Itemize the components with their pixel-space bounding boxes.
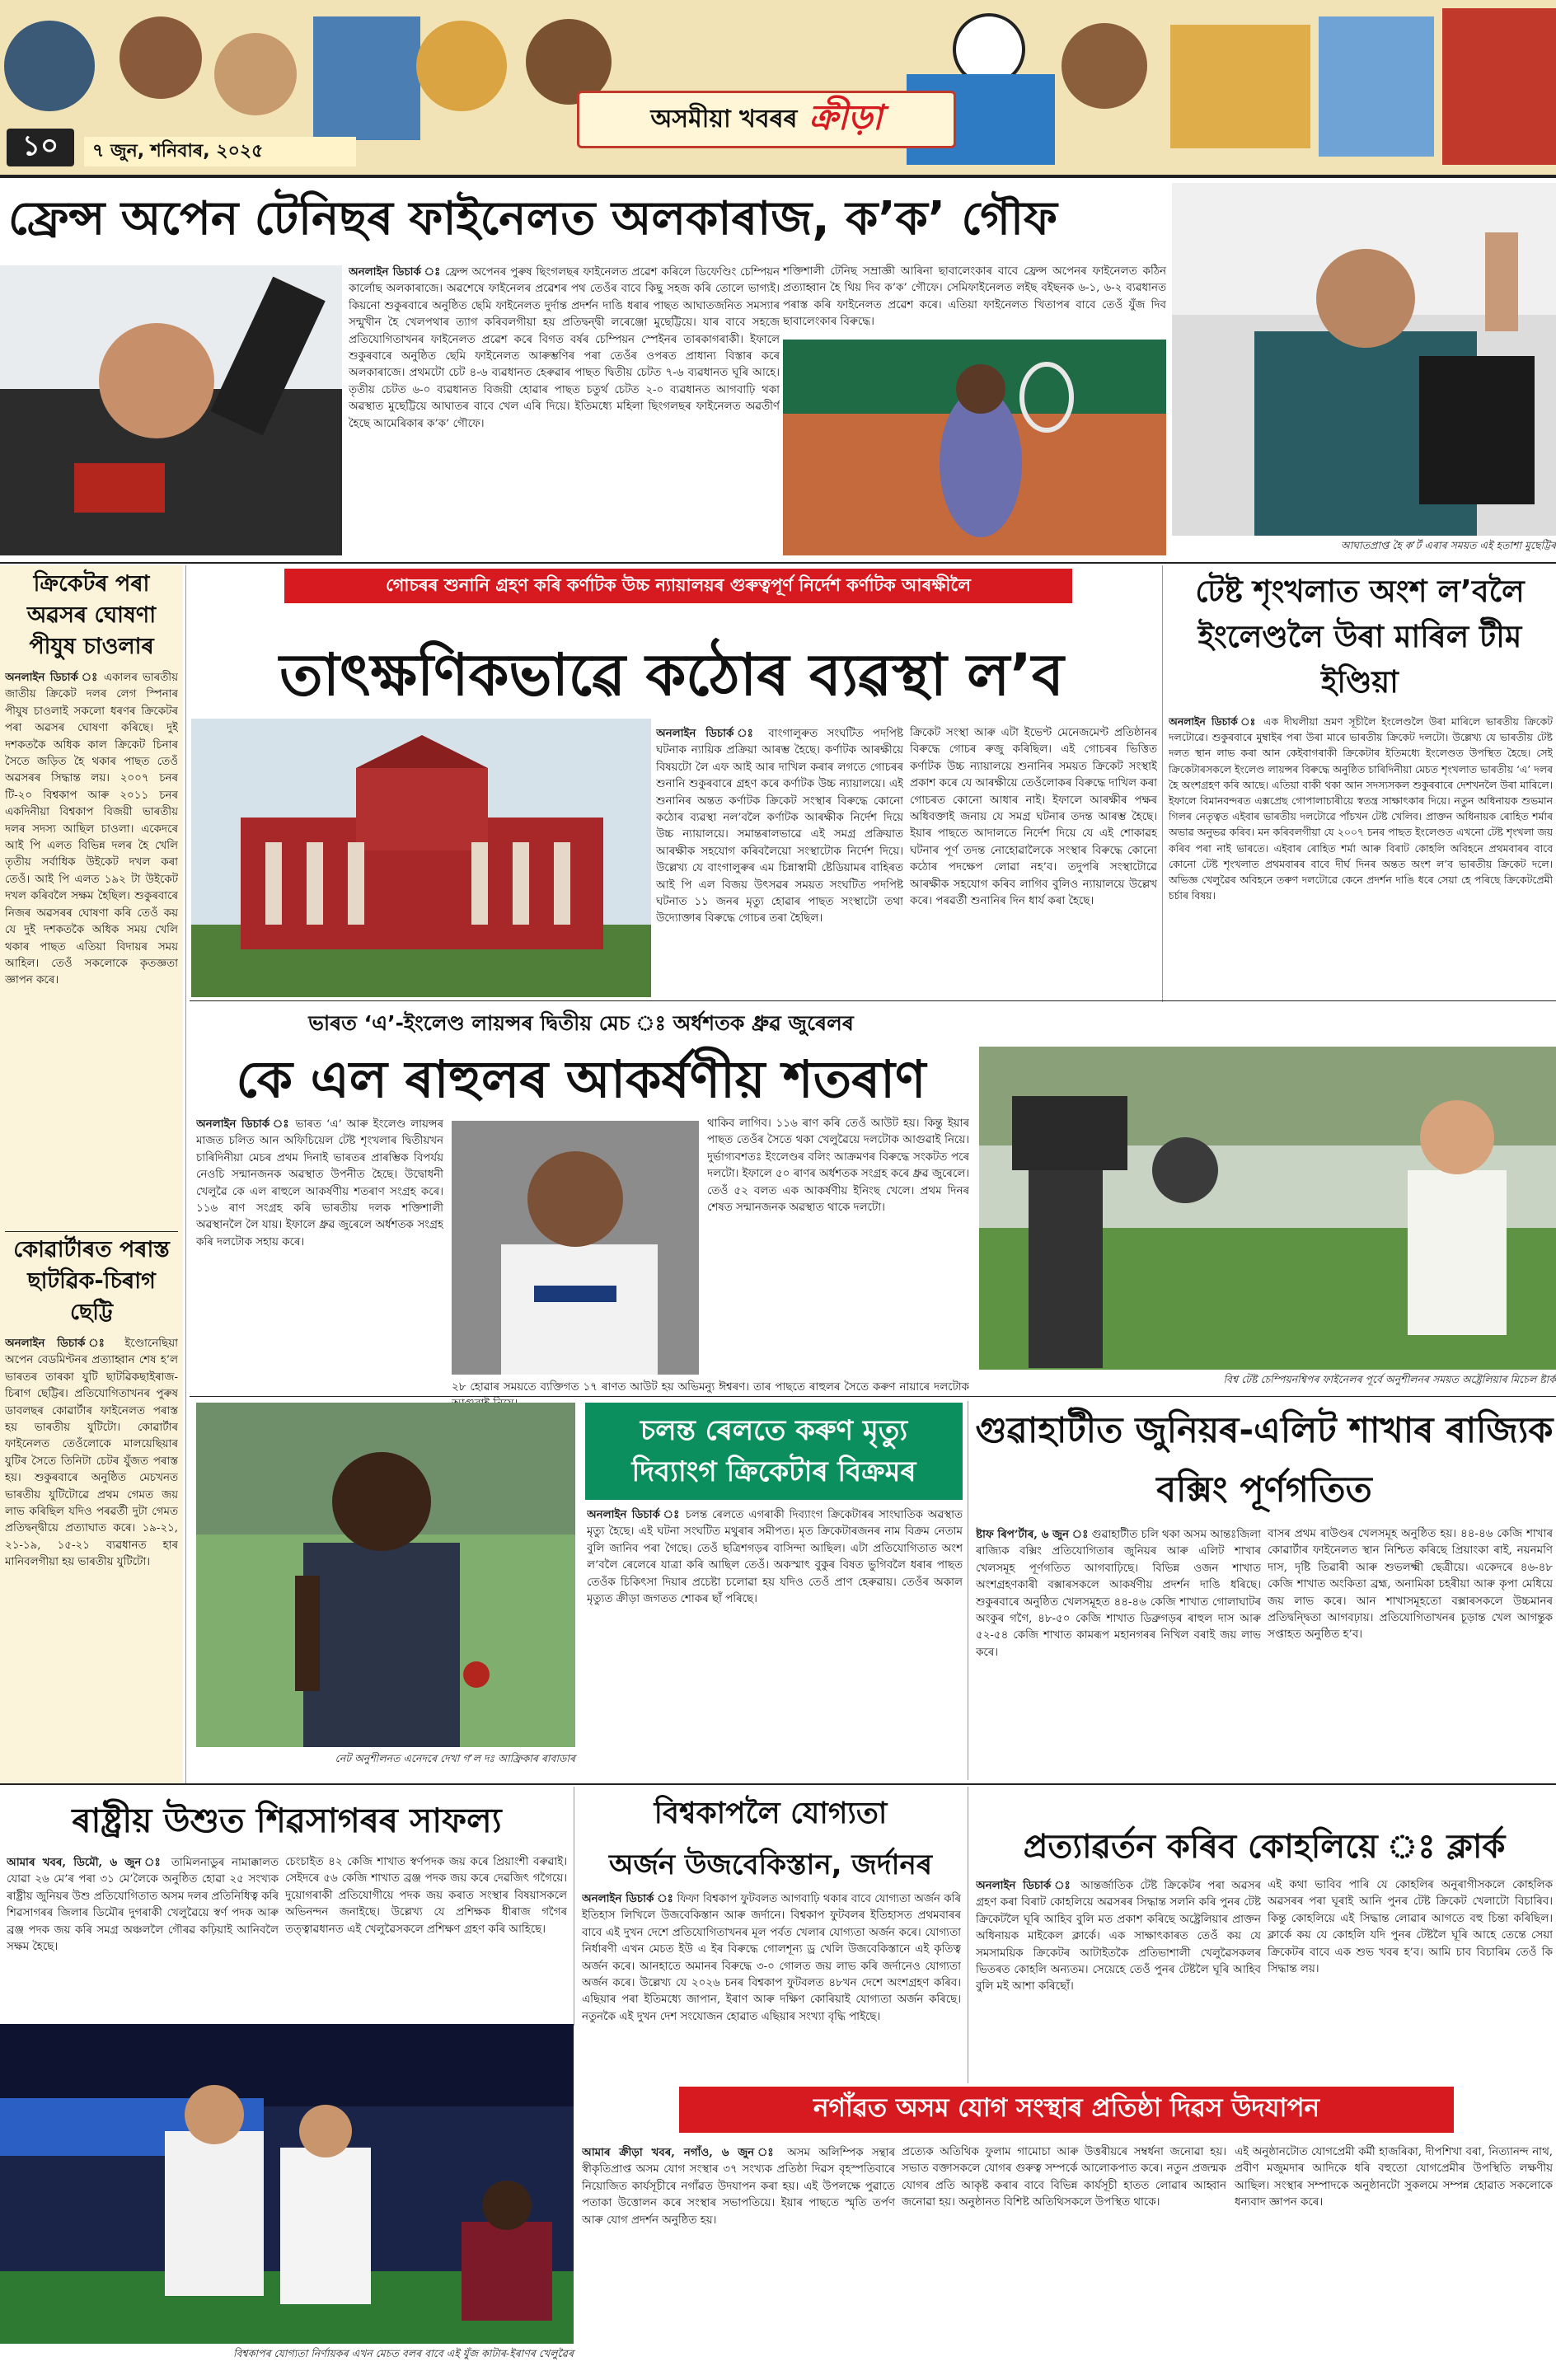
worldcup-headline-line1: বিশ্বকাপলৈ যোগ্যতা	[654, 1797, 888, 1830]
high-court-photo	[191, 719, 651, 997]
piyush-headline: ক্ৰিকেটৰ পৰা অৱসৰ ঘোষণা পীযুষ চাওলাৰ	[26, 571, 157, 659]
boxing-text-col2: বাসৰ প্ৰথম ৰাউণ্ডৰ খেলসমূহ অনুষ্ঠিত হয়। ৪৪-৪৬ কেজি শাখাৰ কোৱাৰ্টাৰ ফাইনেলত স্থান নিশ্চিত কৰিছে প্ৰিয়াংকা ৰাই, নয়নমণি দাস, দৃষ্টি তিৱাৰী আৰু শুভলক্ষ্মী ছেত্ৰীয়ে। একেদৰে ৪৬-৪৮ কেজি শাখাত অংকিতা ব্ৰহ্ম, অনামিকা চহৰীয়া আৰু কৃপা মেধিয়ে জয় লাভ কৰে। আন শাখাসমূহতো বক্সাৰসকলে উচ্চমানৰ প্ৰতিদ্বন্দ্বিতা আগবঢ়ায়। প্ৰতিযোগিতাখনৰ চূড়ান্ত খেল আগন্তুক সপ্তাহত অনুষ্ঠিত হ’ব।	[1268, 1528, 1553, 1642]
yoga-body-col3	[1235, 2144, 1553, 2375]
court-body-col2	[910, 725, 1157, 997]
kohli-body-col2	[1268, 1877, 1553, 2083]
musetti-caption: আঘাতপ্ৰাপ্ত হৈ ক’ৰ্ট এৰাৰ সময়ত এই হতাশা মুছেট্টিৰ	[1340, 539, 1556, 551]
test-series-body	[1169, 714, 1553, 997]
ticker-banner	[284, 569, 1072, 603]
story1-text-col1: ফ্ৰেন্স অপেনৰ পুৰুষ ছিংগলছৰ ফাইনেলত প্ৰৱেশ কৰিলে ডিফেণ্ডিং চেম্পিয়ন কাৰ্লোছ অলকাৰাজে। অৱশেষে ফাইনেলৰ প্ৰৱেশৰ পথ তেওঁৰ বাবে কিছু সহজ কৰি তোলে ভাগ্যই। কিয়নো শুকুৰবাৰে অনুষ্ঠিত ছেমি ফাইনেলত দুৰ্দান্ত প্ৰদৰ্শন দাঙি ধৰাৰ পাছত আঘাতজনিত সমস্যাৰ সন্মুখীন হৈ খেলপথাৰ ত্যাগ কৰিবলগীয়া হয় প্ৰতিদ্বন্দ্বী লৰেঞ্জো মুছেট্টিয়ে। যাৰ বাবে সহজে প্ৰতিযোগিতাখনৰ ফাইনেলত প্ৰৱেশ কৰে বিগত বৰ্ষৰ চেম্পিয়ন স্পেইনৰ তাৰকাগৰাকী। ইফালে শুকুৰবাৰে অনুষ্ঠিত ছেমি ফাইনেলত আৰুম্ভণিৰ পৰা তেওঁৰ ওপৰত প্ৰাধান্য বিস্তাৰ কৰে অলকাৰাজে। প্ৰথমটো চেট ৪-৬ ব্যৱধানত হেৰুৱাৰ পাছত দ্বিতীয় চেটত ৭-৬ ব্যৱধানত ঘূৰি আহে। তৃতীয় চেটত ৬-০ ব্যৱধানত বিজয়ী হোৱাৰ পাছত চতুৰ্থ চেটত ২-০ ব্যৱধানত আগবাঢ়ি থকা অৱস্থাত মুছেট্টিয়ে আঘাতৰ বাবে খেল এৰি দিয়ে। ইতিমধ্যে মহিলা ছিংগলছৰ ফাইনেলত অৱতীৰ্ণ হৈছে আমেৰিকাৰ ক’ক’ গৌফে।	[349, 266, 780, 430]
sidebar-divider	[185, 565, 186, 1783]
rabada-photo	[196, 1403, 575, 1747]
court-text-col2: ক্ৰিকেট সংস্থা আৰু এটা ইভেণ্ট মেনেজমেণ্ট প্ৰতিষ্ঠানৰ বিৰুদ্ধে গোচৰ ৰুজু কৰিছিল। এই গোচৰৰ ভিত্তিত কৰ্ণাটক উচ্চ ন্যায়ালয়ে শুনানিৰ সময়ত ক্ৰিকেট সংস্থাই প্ৰকাশ কৰে যে আৰক্ষীয়ে তেওঁলোকৰ বিৰুদ্ধে দাখিল কৰা গোচৰত কোনো আধাৰ নাই। ইফালে আৰক্ষীৰ পক্ষৰ অধিবক্তাই জনায় যে সমগ্ৰ ঘটনাৰ তদন্ত আৰম্ভ হৈছে। ইয়াৰ পাছতে আদালতে নিৰ্দেশ দিয়ে যে এই শোকাৱহ ঘটনাৰ পূৰ্ণ তদন্ত নোহোৱালৈকে সংস্থাৰ বিৰুদ্ধে কোনো কঠোৰ পদক্ষেপ লোৱা নহ’ব। তদুপৰি সংস্থাটোৱে আৰক্ষীক সহযোগ কৰিব লাগিব বুলিও ন্যায়ালয়ে উল্লেখ কৰে। পৰৱৰ্তী শুনানিৰ দিন ধাৰ্য কৰা হৈছে।	[910, 727, 1157, 908]
rahul-kicker: ভাৰত ‘এ’-ইংলেণ্ড লায়ন্সৰ দ্বিতীয় মেচ ঃ অৰ্ধশতক ধ্ৰুৱ জুৰেলৰ	[308, 1011, 854, 1035]
worldcup-headline-line2: অৰ্জন উজবেকিস্তান, জৰ্দানৰ	[609, 1848, 932, 1881]
rule-3	[190, 1396, 1556, 1397]
test-series-lead: অনলাইন ডিচাৰ্ক ঃ	[1169, 715, 1258, 728]
kohli-headline: প্ৰত্যাৱৰ্তন কৰিব কোহলিয়ে ঃ ক্লাৰ্ক	[1023, 1828, 1506, 1866]
yoga-text-col3: এই অনুষ্ঠানটোত যোগপ্ৰেমী কৰ্মী হাজৰিকা, দীপশিখা বৰা, নিত্যানন্দ নাথ, প্ৰবীণ মজুমদাৰ আদিকে ধৰি বহুতো যোগপ্ৰেমীৰ উপস্থিতি লক্ষণীয় আছিল। সংস্থাৰ সম্পাদকে অনুষ্ঠানটো সুকলমে সম্পন্ন হোৱাত সকলোকে ধন্যবাদ জ্ঞাপন কৰে।	[1235, 2146, 1553, 2209]
vikram-headline-line2: দিব্যাংগ ক্ৰিকেটাৰ বিক্ৰমৰ	[631, 1455, 916, 1488]
kohli-text-col1: আন্তৰ্জাতিক টেষ্ট ক্ৰিকেটৰ পৰা অৱসৰ গ্ৰহণ কৰা বিৰাট কোহলিয়ে অৱসৰৰ সিদ্ধান্ত সলনি কৰি পুনৰ টেষ্ট ক্ৰিকেটলৈ ঘূৰি আহিব বুলি মত প্ৰকাশ কৰিছে অষ্ট্ৰেলিয়াৰ প্ৰাক্তন অধিনায়ক মাইকেল ক্লাৰ্কে। এক সাক্ষাৎকাৰত তেওঁ কয় যে সমসাময়িক ক্ৰিকেটৰ আটাইতকৈ প্ৰতিভাশালী খেলুৱৈসকলৰ ভিতৰত কোহলি অন্যতম। সেয়েহে তেওঁ পুনৰ টেষ্টলৈ ঘূৰি আহিব বুলি মই আশা কৰিছোঁ।	[976, 1880, 1261, 1993]
test-series-headline: টেষ্ট শৃংখলাত অংশ ল’বলৈ ইংলেণ্ডলৈ উৰা মাৰিল টীম ইণ্ডিয়া	[1195, 574, 1525, 700]
chirag-body	[5, 1335, 178, 1782]
masthead-rule	[0, 175, 1556, 178]
chirag-text: ইণ্ডোনেছিয়া অপেন বেডমিণ্টনৰ প্ৰত্যাহ্বান শেষ হ’ল ভাৰতৰ তাৰকা যুটি ছাটৱিকছাইৰাজ-চিৰাগ ছেট্টিৰ। প্ৰতিযোগিতাখনৰ পুৰুষ ডাবলছৰ কোৱাৰ্টাৰ ফাইনেলত পৰাস্ত হয় ভাৰতীয় যুটিটো। কোৱাৰ্টাৰ ফাইনেলত তেওঁলোকে মালয়েছিয়াৰ যুটিৰ সৈতে তিনিটা চেটৰ যুঁজত পৰাস্ত হয়। শুকুৰবাৰে অনুষ্ঠিত মেচখনত ভাৰতীয় যুটিটোৱে প্ৰথম গেমত জয় লাভ কৰিছিল যদিও পৰৱৰ্তী দুটা গেমত প্ৰতিদ্বন্দ্বীয়ে প্ৰত্যাঘাত কৰে। ১৯-২১, ২১-১৯, ১৫-২১ ব্যৱধানত হাৰ মানিবলগীয়া হয় ভাৰতীয় যুটিটো।	[5, 1338, 178, 1569]
boxing-headline: গুৱাহাটীত জুনিয়ৰ-এলিট শাখাৰ ৰাজ্যিক বক্সিং পূৰ্ণগতিত	[975, 1410, 1554, 1511]
court-text-col1: বাংগালুৰুত সংঘটিত পদপিষ্ট ঘটনাক ন্যায়িক প্ৰক্ৰিয়া আৰম্ভ হৈছে। কৰ্ণাটক আৰক্ষীয়ে বিষয়টো লৈ এফ আই আৰ দাখিল কৰাৰ লগতে গোচৰৰ শুনানি শুকুৰবাৰে গ্ৰহণ কৰে কৰ্ণাটক উচ্চ ন্যায়ালয়ে। এই শুনানিৰ অন্তত কৰ্ণাটক ক্ৰিকেট সংস্থাৰ বিৰুদ্ধে কোনো কঠোৰ ব্যৱস্থা নল’বলৈ কৰ্ণাটক আৰক্ষীক নিৰ্দেশ দিয়ে উচ্চ ন্যায়ালয়ে। সমান্তৰালভাৱে এই সমগ্ৰ প্ৰক্ৰিয়াত আৰক্ষীক সহযোগ কৰিবলৈয়ো সংস্থাটোক নিৰ্দেশ দিয়ে। উল্লেখ্য যে বাংগালুৰুৰ এম চিন্নাস্বামী ষ্টেডিয়ামৰ বাহিৰত আই পি এল বিজয় উৎসৱৰ সময়ত সংঘটিত পদপিষ্ট ঘটনাত ১১ জনৰ মৃত্যু হোৱাৰ পাছত সংস্থাটো তথা উদ্যোক্তাৰ বিৰুদ্ধে গোচৰ তৰা হৈছিল।	[656, 728, 903, 925]
rahul-body-col1	[196, 1116, 443, 1380]
page-number-label: ১০	[21, 129, 59, 162]
rahul-photo	[452, 1121, 699, 1375]
kohli-lead: অনলাইন ডিচাৰ্ক ঃ	[976, 1879, 1074, 1892]
page-number	[7, 129, 74, 166]
brand-logo	[577, 91, 956, 148]
starc-photo	[979, 1047, 1556, 1370]
piyush-body	[5, 669, 178, 1230]
vikram-headline-box	[585, 1403, 963, 1500]
rahul-headline: কে এল ৰাহুলৰ আকৰ্ষণীয় শতৰাণ	[236, 1049, 926, 1109]
shivsagar-lead: আমাৰ খবৰ, ডিমৌ, ৬ জুন ঃ	[7, 1856, 165, 1869]
rahul-lead: অনলাইন ডিচাৰ্ক ঃ	[196, 1117, 291, 1131]
yoga-body-col2	[902, 2144, 1226, 2375]
story1-lead: অনলাইন ডিচাৰ্ক ঃ	[349, 265, 441, 279]
yoga-lead: আমাৰ ক্ৰীড়া খবৰ, নগাঁও, ৬ জুন ঃ	[582, 2146, 779, 2159]
worldcup-text: ফিফা বিশ্বকাপ ফুটবলত আগবাঢ়ি থকাৰ বাবে যোগ্যতা অৰ্জন কৰি ইতিহাস লিখিলে উজবেকিস্তান আৰু জৰ্দানে। বিশ্বকাপ ফুটবলৰ ইতিহাসত প্ৰথমবাৰৰ বাবে এই দুখন দেশে প্ৰতিযোগিতাখনৰ মূল পৰ্বত খেলাৰ যোগ্যতা অৰ্জন কৰে। যোগ্যতা নিৰ্ধাৰণী এখন মেচত ইউ এ ইৰ বিৰুদ্ধে গোলশূন্য ড্ৰ খেলি উজবেকিস্তানে এই কৃতিত্ব অৰ্জন কৰে। আনহাতে অমানৰ বিৰুদ্ধে ৩-০ গোলত জয় লাভ কৰি জৰ্দানেও যোগ্যতা অৰ্জন কৰে। উল্লেখ্য যে ২০২৬ চনৰ বিশ্বকাপ ফুটবলত ৪৮খন দেশে অংশগ্ৰহণ কৰিব। এছিয়াৰ পৰা ইতিমধ্যে জাপান, ইৰাণ আৰু দক্ষিণ কোৰিয়াই যোগ্যতা অৰ্জন কৰিছে। নতুনকৈ এই দুখন দেশ সংযোজন হোৱাত এছিয়াৰ সংখ্যা বৃদ্ধি পাইছে।	[582, 1893, 961, 2023]
boxing-body-col2	[1268, 1526, 1553, 1780]
alcaraz-photo	[0, 265, 342, 555]
shivsagar-body-col1	[7, 1854, 279, 2019]
rule-sidebar	[5, 1231, 178, 1232]
rule-2	[190, 1000, 1556, 1001]
kohli-text-col2: এই কথা ভাবিব পাৰি যে কোহলিৰ অনুৰাগীসকলে কোহলিক অৱসৰৰ পৰা ঘূৰাই আনি পুনৰ টেষ্ট ক্ৰিকেট খেলাটো বিচাৰিব। কিন্তু কোহলিয়ে এই সিদ্ধান্ত লোৱাৰ আগতে বহু চিন্তা কৰিছিল। ক্লাৰ্কে কয় যে কোহলি যদি পুনৰ টেষ্টলৈ ঘূৰি আহে তেন্তে সেয়া ক্ৰিকেটৰ বাবে এক শুভ খবৰ হ’ব। আমি চাব বিচাৰিম তেওঁ কি সিদ্ধান্ত লয়।	[1268, 1879, 1553, 1976]
page-date	[84, 137, 356, 166]
court-headline: তাৎক্ষণিকভাৱে কঠোৰ ব্যৱস্থা ল’ব	[279, 641, 1064, 709]
piyush-text: একালৰ ভাৰতীয় জাতীয় ক্ৰিকেট দলৰ লেগ স্পিনাৰ পীযুষ চাওলাই সকলো ধৰণৰ ক্ৰিকেটৰ পৰা অৱসৰ ঘোষণা কৰিছে। দুই দশকতকৈ অধিক কাল ক্ৰিকেট চিনাৰ সৈতে জড়িত হৈ থকাৰ পাছত তেওঁ অৱসৰৰ সিদ্ধান্ত লয়। ২০০৭ চনৰ টি-২০ বিশ্বকাপ আৰু ২০১১ চনৰ একদিনীয়া বিশ্বকাপ বিজয়ী ভাৰতীয় দলৰ সদস্য আছিল চাওলা। একেদৰে আই পি এলত বিভিন্ন দলৰ হৈ খেলি তৃতীয় সৰ্বাধিক উইকেট দখল কৰা তেওঁ। আই পি এলত ১৯২ টা উইকেট দখল কৰিবলৈ সক্ষম হৈছিল। শুকুৰবাৰে নিজৰ অৱসৰৰ ঘোষণা কৰি তেওঁ কয় যে দুই দশকতকৈ অধিক সময় খেলি থকাৰ পাছত এতিয়া বিদায়ৰ সময় আহিল। তেওঁ সকলোকে কৃতজ্ঞতা জ্ঞাপন কৰে।	[5, 672, 178, 987]
shivsagar-text-col1: তামিলনাডুৰ নামাক্কালত যোৱা ২৬ মে’ৰ পৰা ৩১ মে’লৈকে অনুষ্ঠিত হোৱা ২৫ সংখ্যক ৰাষ্ট্ৰীয় জুনিয়ৰ উশু প্ৰতিযোগিতাত অসম দলৰ প্ৰতিনিধিত্ব কৰি শিৱসাগৰৰ জিলাৰ ডিমৌৰ দুগৰাকী খেলুৱৈয়ে স্বৰ্ণ পদক আৰু ব্ৰঞ্জ পদক জয় কৰি সমগ্ৰ অঞ্চললৈ গৌৰৱ কঢ়িয়াই আনিবলৈ সক্ষম হৈছে।	[7, 1857, 279, 1954]
gauff-photo	[783, 340, 1166, 555]
brand-name: অসমীয়া খবৰৰ	[650, 104, 798, 134]
court-body-col1	[656, 725, 903, 997]
chirag-headline: কোৱাৰ্টাৰত পৰাস্ত ছাটৱিক-চিৰাগ ছেট্টি	[13, 1237, 170, 1325]
vikram-lead: অনলাইন ডিচাৰ্ক ঃ	[587, 1508, 681, 1521]
chirag-lead: অনলাইন ডিচাৰ্ক ঃ	[5, 1337, 113, 1350]
football-caption: বিশ্বকাপৰ যোগ্যতা নিৰ্ণায়কৰ এখন মেচত বলৰ বাবে এই যুঁজ কাটাৰ-ইৰাণৰ খেলুৱৈৰ	[233, 2347, 574, 2359]
shivsagar-headline: ৰাষ্ট্ৰীয় উশুত শিৱসাগৰৰ সাফল্য	[72, 1801, 502, 1840]
center-right-divider	[1162, 565, 1163, 1002]
rule-4	[0, 1783, 1556, 1785]
football-photo	[0, 2024, 574, 2344]
boxing-body-col1	[976, 1526, 1261, 1780]
shivsagar-body-col2	[285, 1854, 567, 2019]
section-name: ক্ৰীড়া	[808, 96, 883, 138]
ticker-text: গোচৰৰ শুনানি গ্ৰহণ কৰি কৰ্ণাটক উচ্চ ন্যায়ালয়ৰ গুৰুত্বপূৰ্ণ নিৰ্দেশ কৰ্ণাটক আৰক্ষীলৈ	[386, 574, 971, 595]
yoga-headline-banner	[679, 2087, 1454, 2133]
boxing-text-col1: গুৱাহাটীত চলি থকা অসম আন্তঃজিলা ৰাজ্যিক বক্সিং প্ৰতিযোগিতাৰ জুনিয়ৰ আৰু এলিট শাখাৰ খেলসমূহ পূৰ্ণগতিত আগবাঢ়িছে। বিভিন্ন ওজন শাখাত অংশগ্ৰহণকাৰী বক্সাৰসকলে আকৰ্ষণীয় প্ৰদৰ্শন দাঙি ধৰিছে। শুকুৰবাৰে অনুষ্ঠিত খেলসমূহত ৪৪-৪৬ কেজি শাখাত গোলাঘাটৰ অংকুৰ গগৈ, ৪৮-৫০ কেজি শাখাত ডিব্ৰুগড়ৰ ৰাহুল দাস আৰু ৫২-৫৪ কেজি শাখাত কামৰূপ মহানগৰৰ নিখিল বৰাই জয় লাভ কৰে।	[976, 1529, 1261, 1659]
worldcup-body	[582, 1890, 961, 2115]
rahul-text-col2: থাকিব লাগিব। ১১৬ ৰাণ কৰি তেওঁ আউট হয়। কিন্তু ইয়াৰ পাছত তেওঁৰ সৈতে থকা খেলুৱৈয়ে দলটোক আগুৱাই নিয়ে। দুৰ্ভাগ্যবশতঃ ইংলেণ্ডৰ বলিং আক্ৰমণৰ বিৰুদ্ধে সংকটত পৰে দলটো। ইফালে ৫০ ৰাণৰ অৰ্ধশতক সংগ্ৰহ কৰে ধ্ৰুৱ জুৰেলে। তেওঁ ৫২ বলত এক আকৰ্ষণীয় ইনিংছ খেলে। প্ৰথম দিনৰ শেষত সন্মানজনক অৱস্থাত থাকে দলটো।	[707, 1117, 969, 1215]
starc-caption: বিশ্ব টেষ্ট চেম্পিয়নশ্বিপৰ ফাইনেলৰ পূৰ্বে অনুশীলনৰ সময়ত অষ্ট্ৰেলিয়াৰ মিচেল ষ্টাৰ্ক	[1223, 1373, 1556, 1385]
kohli-body-col1	[976, 1877, 1261, 2083]
rahul-footer-text: ২৮ হোৱাৰ সময়তে ব্যক্তিগত ১৭ ৰাণত আউট হয় অভিমন্যু ঈশ্বৰণ। তাৰ পাছতে ৰাহুলৰ সৈতে কৰুণ নায়াৰে দলটোক	[452, 1381, 969, 1394]
rule-1	[0, 562, 1556, 564]
yoga-headline: নগাঁৱত অসম যোগ সংস্থাৰ প্ৰতিষ্ঠা দিৱস উদযাপন	[813, 2093, 1320, 2123]
story1-body-col2	[783, 264, 1166, 331]
story1-text-col2: শক্তিশালী টেনিছ সম্ৰাজ্ঞী আৰিনা ছাবালেংকাৰ বাবে ফ্ৰেন্স অপেনৰ ফাইনেলত কঠিন প্ৰত্যাহ্বান হৈ থিয় দিব ক’ক’ গৌফে। সেমিফাইনেলত লইছ বইছনক ৬-১, ৬-২ ব্যৱধানত পৰাস্ত কৰি ফাইনেলত প্ৰৱেশ কৰে। এতিয়া ফাইনেলত খিতাপৰ বাবে তেওঁ যুঁজ দিব ছাবালেংকাৰ বিৰুদ্ধে।	[783, 265, 1166, 329]
yoga-text-col1: অসম অলিম্পিক সন্থাৰ স্বীকৃতিপ্ৰাপ্ত অসম যোগ সংস্থাৰ ৩৭ সংখ্যক প্ৰতিষ্ঠা দিৱস বৃহস্পতিবাৰে নিয়োজিত কাৰ্যসূচীৰে নগাঁৱত উদযাপন কৰা হয়। এই উপলক্ষে পুৱাতে পতাকা উত্তোলন কৰে সংস্থাৰ সভাপতিয়ে। ইয়াৰ পাছতে স্মৃতি তৰ্পণ আৰু যোগ প্ৰদৰ্শন অনুষ্ঠিত হয়।	[582, 2147, 895, 2227]
rahul-text-col1: ভাৰত ‘এ’ আৰু ইংলেণ্ড লায়ন্সৰ মাজত চলিত আন অফিচিয়েল টেষ্ট শৃংখলাৰ দ্বিতীয়খন চাৰিদিনীয়া মেচৰ প্ৰথম দিনাই ভাৰতৰ প্ৰাৰম্ভিক বিপৰ্যয় নেওচি সন্মানজনক অৱস্থাত উপনীত হৈছে। উদ্বোধনী খেলুৱৈ কে এল ৰাহুলে আকৰ্ষণীয় শতৰাণ সংগ্ৰহ কৰে। ১১৬ ৰাণ সংগ্ৰহ কৰি ভাৰতীয় দলক শক্তিশালী অৱস্থানলৈ লৈ যায়। ইফালে ধ্ৰুৱ জুৰেলে অৰ্ধশতক সংগ্ৰহ কৰি দলটোক সহায় কৰে।	[196, 1118, 443, 1249]
shivsagar-text-col2: চেংচাইত ৪২ কেজি শাখাত স্বৰ্ণপদক জয় কৰে প্ৰিয়াংশী বৰুৱাই। সেইদৰে ৫৬ কেজি শাখাত ব্ৰঞ্জ পদক জয় কৰে দেৱজিৎ গগৈয়ে। দুয়োগৰাকী প্ৰতিযোগীয়ে পদক জয় কৰাত সংস্থাৰ বিষয়াসকলে অভিনন্দন জনাইছে। উল্লেখ্য যে প্ৰশিক্ষক ধীৰাজ গগৈৰ তত্ত্বাৱধানত এই খেলুৱৈসকলে প্ৰশিক্ষণ গ্ৰহণ কৰি আহিছে।	[285, 1856, 567, 1936]
yoga-body-col1	[582, 2144, 895, 2375]
boxing-lead: ষ্টাফ ৰিপ’ৰ্টাৰ, ৬ জুন ঃ	[976, 1528, 1089, 1541]
musetti-photo	[1172, 183, 1556, 536]
test-series-text: এক দীঘলীয়া ভ্ৰমণ সূচীলৈ ইংলেণ্ডলৈ উৰা মাৰিলে ভাৰতীয় ক্ৰিকেট দলটোৱে। শুকুৰবাৰে মুম্বাইৰ পৰা উৰা মাৰে ভাৰতীয় ক্ৰিকেট দলটো। উল্লেখ্য যে ভাৰতীয় টেষ্ট দলত স্থান লাভ কৰা আন কেইবাগৰাকী ক্ৰিকেটাৰ ইতিমধ্যে ইংলেণ্ডত উপস্থিত হৈছে। সেই ক্ৰিকেটাৰসকলে ইংলেণ্ড লায়ন্সৰ বিৰুদ্ধে অনুষ্ঠিত চাৰিদিনীয়া মেচত শৃংখলাত ভাৰতীয় ‘এ’ দলৰ হৈ অংশগ্ৰহণ কৰি আছে। এতিয়া বাকী থকা আন সদস্যসকল শুকুৰবাৰে দেশখনলৈ উৰা মাৰিলে। ইফালে বিমানবন্দৰত এক্সপ্ৰেছ গোপালাচাৰীয়ে স্বতন্ত্ৰ সাক্ষাৎকাৰ দিয়ে। নতুন অধিনায়ক শুভমান গিলৰ নেতৃত্বত এইবাৰ ভাৰতীয় দলটোৱে পাঁচখন টেষ্ট খেলিব। প্ৰাক্তন অধিনায়ক ৰোহিত শৰ্মাৰ অভাৱ অনুভৱ কৰিব। মন কৰিবলগীয়া যে ২০০৭ চনৰ পাছত ইংলেণ্ডত এখনো টেষ্ট শৃংখলা জয় কৰিব পৰা নাই ভাৰতে। এইবাৰ ৰোহিত শৰ্মা আৰু বিৰাট কোহলি অবিহনে প্ৰথমবাৰৰ বাবে কোনো টেষ্ট শৃংখলাত প্ৰথমবাৰৰ বাবে দীৰ্ঘ দিনৰ অন্তত অংশ ল’ব ভাৰতীয় ক্ৰিকেট দলে। অভিজ্ঞ খেলুৱৈৰ অবিহনে তৰুণ দলটোৱে কেনে প্ৰদৰ্শন দাঙি ধৰে সেয়া হে পৰিছে ক্ৰিকেটপ্ৰেমী চৰ্চাৰ বিষয়।	[1169, 715, 1553, 902]
vikram-text: চলন্ত ৰেলতে এগৰাকী দিব্যাংগ ক্ৰিকেটাৰৰ সাংঘাতিক অৱস্থাত মৃত্যু হৈছে। এই ঘটনা সংঘটিত মথুৰাৰ সমীপত। মৃত ক্ৰিকেটাৰজনৰ নাম বিক্ৰম নেতাম বুলি জানিব পৰা গৈছে। তেওঁ ছত্ৰিশগড়ৰ বাসিন্দা আছিল। এটা প্ৰতিযোগিতাত অংশ ল’বলৈ ৰেলেৰে যাত্ৰা কৰি আছিল তেওঁ। অকস্মাৎ বুকুৰ বিষত ভুগিবলৈ ধৰাৰ পাছত তেওঁক চিকিৎসা দিয়াৰ প্ৰচেষ্টা চলোৱা হয় যদিও তেওঁ প্ৰাণ হেৰুৱায়। তেওঁৰ অকাল মৃত্যুত ক্ৰীড়া জগতত শোকৰ ছাঁ পৰিছে।	[587, 1509, 963, 1606]
worldcup-lead: অনলাইন ডিচাৰ্ক ঃ	[582, 1892, 673, 1905]
piyush-lead: অনলাইন ডিচাৰ্ক ঃ	[5, 671, 99, 684]
yoga-text-col2: প্ৰত্যেক অতিথিক ফুলাম গামোচা আৰু উত্তৰীয়ৰে সম্বৰ্ধনা জনোৱা হয়। সভাত বক্তাসকলে যোগৰ গুৰুত্ব সম্পৰ্কে আলোকপাত কৰে। নতুন প্ৰজন্মক যোগৰ প্ৰতি আকৃষ্ট কৰাৰ বাবে বিভিন্ন কাৰ্যসূচী হাতত লোৱাৰ আহ্বান জনোৱা হয়। অনুষ্ঠানত বিশিষ্ট অতিথিসকলে উপস্থিত থাকে।	[902, 2146, 1226, 2209]
page-date-label: ৭ জুন, শনিবাৰ, ২০২৫	[92, 140, 264, 162]
vikram-headline-line1: চলন্ত ৰেলতে কৰুণ মৃত্যু	[640, 1414, 908, 1447]
rabada-caption: নেট অনুশীলনত এনেদৰে দেখা গ’ল দঃ আফ্ৰিকাৰ ৰাবাডাৰ	[335, 1752, 575, 1764]
rahul-body-col2	[707, 1116, 969, 1380]
court-lead: অনলাইন ডিচাৰ্ক ঃ	[656, 727, 759, 740]
vikram-body	[587, 1506, 963, 1778]
story1-headline: ফ্ৰেন্স অপেন টেনিছৰ ফাইনেলত অলকাৰাজ, ক’ক’ গৌফ	[8, 192, 1057, 246]
story1-body-col1	[349, 264, 780, 560]
